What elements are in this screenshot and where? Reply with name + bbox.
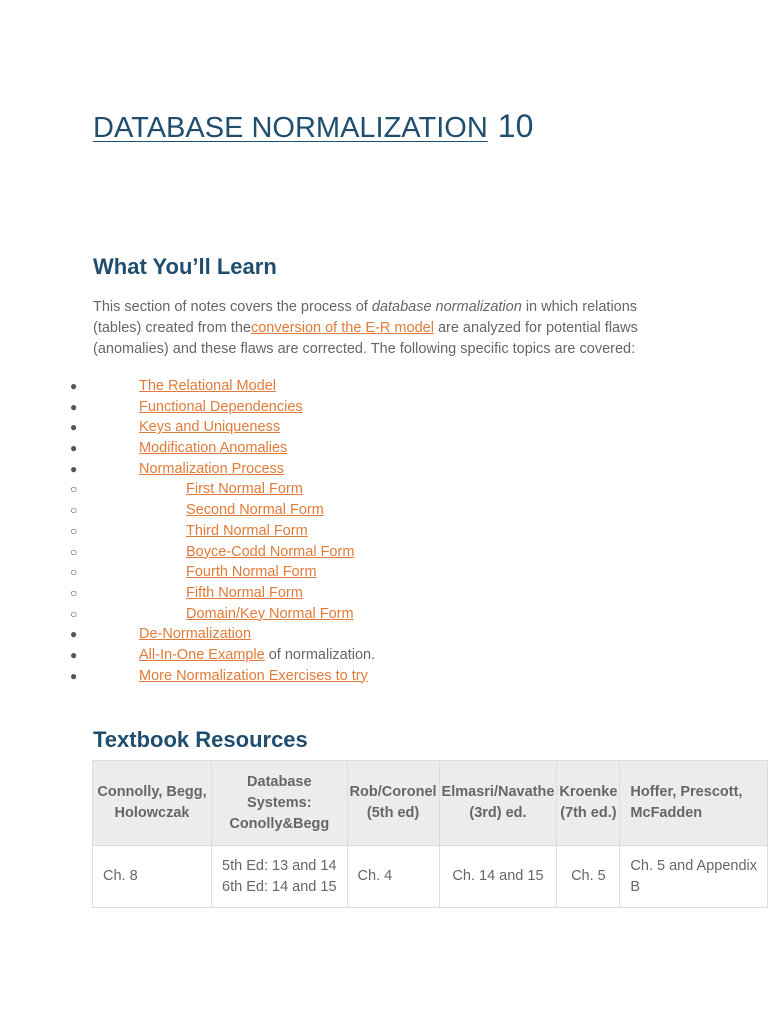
topic-suffix: of normalization. <box>264 646 376 663</box>
bullet-disc-icon: ● <box>70 399 78 414</box>
table-cell: Ch. 5 <box>557 846 620 908</box>
list-item <box>0 417 768 438</box>
bullet-circle-icon: ○ <box>70 585 78 600</box>
topic-link[interactable]: Keys and Uniqueness <box>139 419 281 436</box>
column-header: Connolly, Begg, Holowczak <box>93 761 212 846</box>
column-header: Rob/Coronel (5th ed) <box>347 761 439 846</box>
column-header: Kroenke (7th ed.) <box>557 761 620 846</box>
er-conversion-link[interactable]: conversion of the E-R model <box>250 320 434 336</box>
topic-link[interactable]: Functional Dependencies <box>139 398 303 415</box>
textbook-heading: Textbook Resources <box>93 727 308 752</box>
intro-text-2: in which relations (tables) created from the <box>93 299 638 336</box>
topic-link[interactable]: Boyce-Codd Normal Form <box>186 543 355 560</box>
intro-text-3: are analyzed for potential flaws (anomalies) and these flaws are corrected. The following specific topics are covered: <box>93 320 638 357</box>
topic-link[interactable]: De-Normalization <box>139 626 252 643</box>
intro-emphasis: database normalization <box>371 299 522 315</box>
title-link[interactable]: DATABASE NORMALIZATION <box>93 112 488 144</box>
list-item <box>0 666 768 687</box>
topic-link[interactable]: Fifth Normal Form <box>186 584 303 601</box>
page-title <box>93 106 533 148</box>
cell-line: B <box>630 878 641 895</box>
topic-link[interactable]: Second Normal Form <box>186 502 324 519</box>
bullet-disc-icon: ● <box>70 379 78 393</box>
column-header: Database Systems: Conolly&Begg <box>212 761 348 846</box>
list-item <box>0 459 768 480</box>
list-item <box>0 645 768 666</box>
column-header: Elmasri/Navathe (3rd) ed. <box>439 761 557 846</box>
bullet-circle-icon: ○ <box>70 503 78 518</box>
topic-link[interactable]: All-In-One Example <box>139 646 265 663</box>
textbook-table <box>92 760 768 908</box>
topic-link[interactable]: Fourth Normal Form <box>186 564 317 581</box>
list-item <box>0 604 768 625</box>
topic-link[interactable]: The Relational Model <box>139 378 277 394</box>
intro-text-1: This section of notes covers the process of <box>93 299 372 315</box>
title-number: 10 <box>497 108 534 144</box>
table-cell: Ch. 8 <box>93 846 212 908</box>
table-cell: Ch. 4 <box>347 846 439 908</box>
topic-link[interactable]: Third Normal Form <box>186 522 308 539</box>
topic-link[interactable]: Normalization Process <box>139 460 285 477</box>
bullet-disc-icon: ● <box>70 627 78 642</box>
list-item <box>0 583 768 604</box>
table-cell: Ch. 14 and 15 <box>439 846 557 908</box>
table-header-row <box>93 761 768 846</box>
topic-list <box>0 376 768 686</box>
bullet-circle-icon: ○ <box>70 523 78 538</box>
cell-line: Ch. 5 and Appendix <box>630 857 757 874</box>
list-item <box>0 376 768 397</box>
table-cell <box>212 846 348 908</box>
bullet-circle-icon: ○ <box>70 606 78 621</box>
table-row <box>93 846 768 908</box>
bullet-disc-icon: ● <box>70 668 78 683</box>
list-item <box>0 479 768 500</box>
list-item <box>0 542 768 563</box>
bullet-disc-icon: ● <box>70 441 78 456</box>
list-item <box>0 521 768 542</box>
list-item <box>0 397 768 418</box>
table-cell <box>620 846 768 908</box>
cell-line: 6th Ed: 14 and 15 <box>222 878 337 895</box>
bullet-circle-icon: ○ <box>70 482 78 497</box>
intro-paragraph <box>93 297 673 360</box>
bullet-disc-icon: ● <box>70 420 78 435</box>
list-item <box>0 562 768 583</box>
bullet-circle-icon: ○ <box>70 565 78 580</box>
topic-link[interactable]: First Normal Form <box>186 481 303 498</box>
list-item <box>0 624 768 645</box>
list-item <box>0 438 768 459</box>
topic-link[interactable]: Domain/Key Normal Form <box>186 605 354 622</box>
topic-link[interactable]: Modification Anomalies <box>139 440 288 457</box>
cell-line: 5th Ed: 13 and 14 <box>222 857 337 874</box>
topic-link[interactable]: More Normalization Exercises to try <box>139 667 368 684</box>
learn-heading: What You’ll Learn <box>93 254 277 279</box>
list-item <box>0 500 768 521</box>
bullet-disc-icon: ● <box>70 647 78 662</box>
bullet-circle-icon: ○ <box>70 544 78 559</box>
column-header: Hoffer, Prescott, McFadden <box>620 761 768 846</box>
bullet-disc-icon: ● <box>70 461 78 476</box>
